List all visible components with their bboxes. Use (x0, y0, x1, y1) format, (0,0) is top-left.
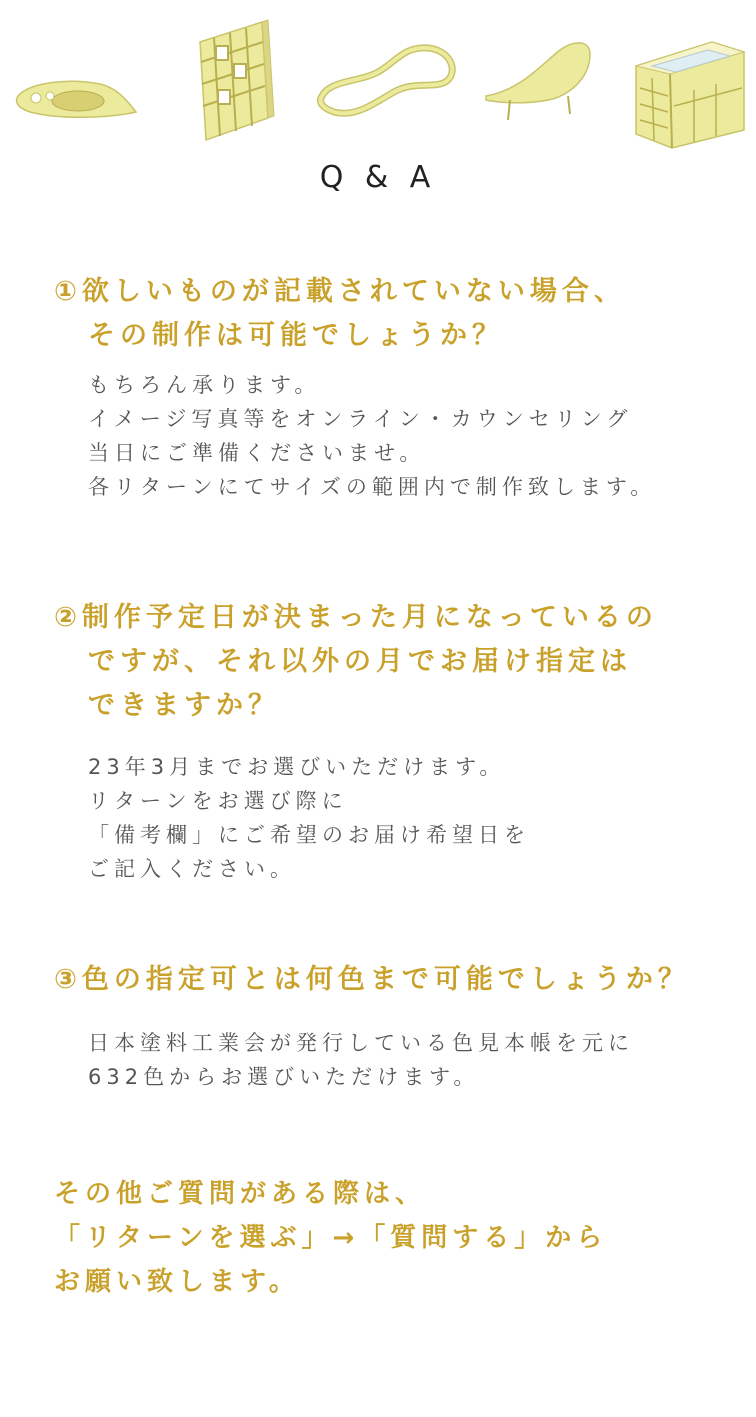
answer-line: イメージ写真等をオンライン・カウンセリング (88, 407, 633, 431)
closing-line: 「リターンを選ぶ」→「質問する」から (54, 1223, 608, 1253)
closing-line: お願い致します。 (54, 1267, 300, 1297)
question-line: できますか？ (88, 690, 280, 721)
answer-line: リターンをお選び際に (88, 789, 348, 813)
question-3 (54, 958, 690, 1002)
answer-line: 当日にご準備くださいませ。 (88, 441, 426, 465)
question-number: ② (54, 602, 82, 633)
shelf-icon (200, 20, 274, 140)
question-line: 制作予定日が決まった月になっているの (81, 602, 658, 633)
answer-line: 「備考欄」にご希望のお届け希望日を (88, 823, 530, 847)
question-number: ③ (54, 964, 82, 995)
question-1 (54, 270, 626, 358)
answer-line: 632色からお選びいただけます。 (88, 1065, 480, 1089)
closing-note (54, 1172, 607, 1304)
question-2 (54, 596, 658, 728)
loop-table-icon (321, 48, 453, 113)
answer-line: もちろん承ります。 (88, 373, 321, 397)
leaf-desk-icon (486, 43, 590, 120)
answer-3 (88, 1026, 634, 1094)
answer-line: 23年3月までお選びいただけます。 (88, 755, 506, 779)
answer-line: 日本塗料工業会が発行している色見本帳を元に (88, 1031, 634, 1055)
question-line: ですが、それ以外の月でお届け指定は (88, 646, 632, 677)
page-title: Q & A (319, 160, 437, 195)
furniture-illustrations (0, 0, 756, 160)
question-line: その制作は可能でしょうか？ (88, 320, 504, 351)
question-line: 欲しいものが記載されていない場合、 (81, 276, 626, 307)
question-line: 色の指定可とは何色まで可能でしょうか？ (81, 964, 690, 995)
tray-icon (17, 81, 137, 117)
loft-bed-icon (636, 42, 744, 148)
answer-1 (88, 368, 656, 504)
question-number: ① (54, 276, 82, 307)
closing-line: その他ご質問がある際は、 (54, 1179, 427, 1209)
answer-2 (88, 750, 530, 886)
answer-line: 各リターンにてサイズの範囲内で制作致します。 (88, 475, 657, 499)
answer-line: ご記入ください。 (88, 857, 296, 881)
